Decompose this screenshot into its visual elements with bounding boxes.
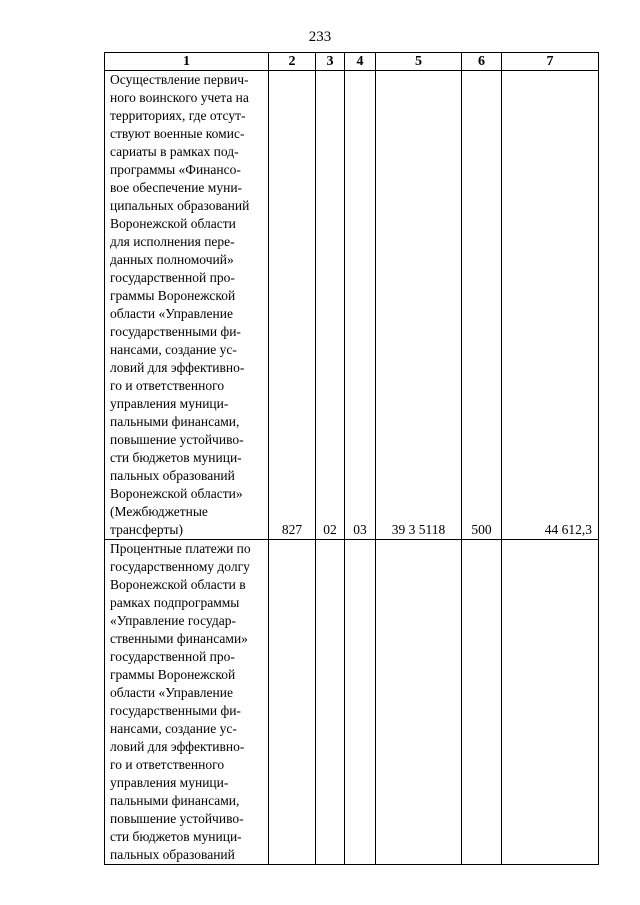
row-cell-col5: 39 3 5118: [376, 71, 462, 540]
description-line: нансами, создание ус-: [110, 721, 237, 736]
table-row: [105, 540, 599, 865]
description-line: повышение устойчиво-: [110, 811, 244, 826]
description-line: ного воинского учета на: [110, 90, 249, 105]
description-line: повышение устойчиво-: [110, 432, 244, 447]
description-line: Воронежской области»: [110, 486, 243, 501]
description-line: области «Управление: [110, 306, 233, 321]
header-col-1: 1: [105, 53, 269, 71]
description-line: пальными финансами,: [110, 414, 240, 429]
description-line: пальными финансами,: [110, 793, 240, 808]
description-line: Процентные платежи по: [110, 541, 251, 556]
row-cell-col6: 500: [462, 71, 502, 540]
header-col-6: 6: [462, 53, 502, 71]
description-line: ствуют военные комис-: [110, 126, 245, 141]
description-line: го и ответственного: [110, 378, 225, 393]
row-cell-col6: [462, 540, 502, 865]
header-col-3: 3: [316, 53, 345, 71]
table-header-row: [105, 53, 599, 71]
description-line: для исполнения пере-: [110, 234, 235, 249]
description-line: пальных образований: [110, 847, 235, 862]
row-cell-col7: [502, 540, 599, 865]
description-line: области «Управление: [110, 685, 233, 700]
header-col-5: 5: [376, 53, 462, 71]
description-line: государственными фи-: [110, 324, 241, 339]
row-cell-col4: [345, 540, 376, 865]
description-line: ловий для эффективно-: [110, 739, 245, 754]
description-line: «Управление государ-: [110, 613, 236, 628]
row-description: [105, 71, 269, 540]
description-line: нансами, создание ус-: [110, 342, 237, 357]
description-line: государственному долгу: [110, 559, 250, 574]
header-col-2: 2: [269, 53, 316, 71]
description-line: граммы Воронежской: [110, 667, 236, 682]
description-line: Осуществление первич-: [110, 72, 249, 87]
description-line: программы «Финансо-: [110, 162, 241, 177]
description-line: сариаты в рамках под-: [110, 144, 239, 159]
description-line: управления муници-: [110, 396, 229, 411]
row-cell-col3: 02: [316, 71, 345, 540]
description-line: граммы Воронежской: [110, 288, 236, 303]
description-line: трансферты): [110, 522, 183, 537]
description-line: го и ответственного: [110, 757, 225, 772]
row-cell-col5: [376, 540, 462, 865]
description-line: управления муници-: [110, 775, 229, 790]
row-description: [105, 540, 269, 865]
description-line: сти бюджетов муници-: [110, 829, 242, 844]
description-line: пальных образований: [110, 468, 235, 483]
description-line: ловий для эффективно-: [110, 360, 245, 375]
page-number: 233: [308, 29, 332, 45]
row-cell-col7: 44 612,3: [502, 71, 599, 540]
row-cell-col2: [269, 540, 316, 865]
description-line: вое обеспечение муни-: [110, 180, 243, 195]
description-line: территориях, где отсут-: [110, 108, 246, 123]
row-cell-col2: 827: [269, 71, 316, 540]
description-line: рамках подпрограммы: [110, 595, 240, 610]
row-cell-col4: 03: [345, 71, 376, 540]
description-line: государственными фи-: [110, 703, 241, 718]
header-col-7: 7: [502, 53, 599, 71]
row-cell-col3: [316, 540, 345, 865]
description-line: данных полномочий»: [110, 252, 234, 267]
header-col-4: 4: [345, 53, 376, 71]
description-line: (Межбюджетные: [110, 504, 208, 519]
budget-table: [104, 52, 599, 865]
description-line: Воронежской области: [110, 216, 236, 231]
description-line: государственной про-: [110, 270, 235, 285]
table-row: [105, 71, 599, 540]
description-line: сти бюджетов муници-: [110, 450, 242, 465]
description-line: Воронежской области в: [110, 577, 246, 592]
description-line: государственной про-: [110, 649, 235, 664]
description-line: ственными финансами»: [110, 631, 248, 646]
description-line: ципальных образований: [110, 198, 250, 213]
